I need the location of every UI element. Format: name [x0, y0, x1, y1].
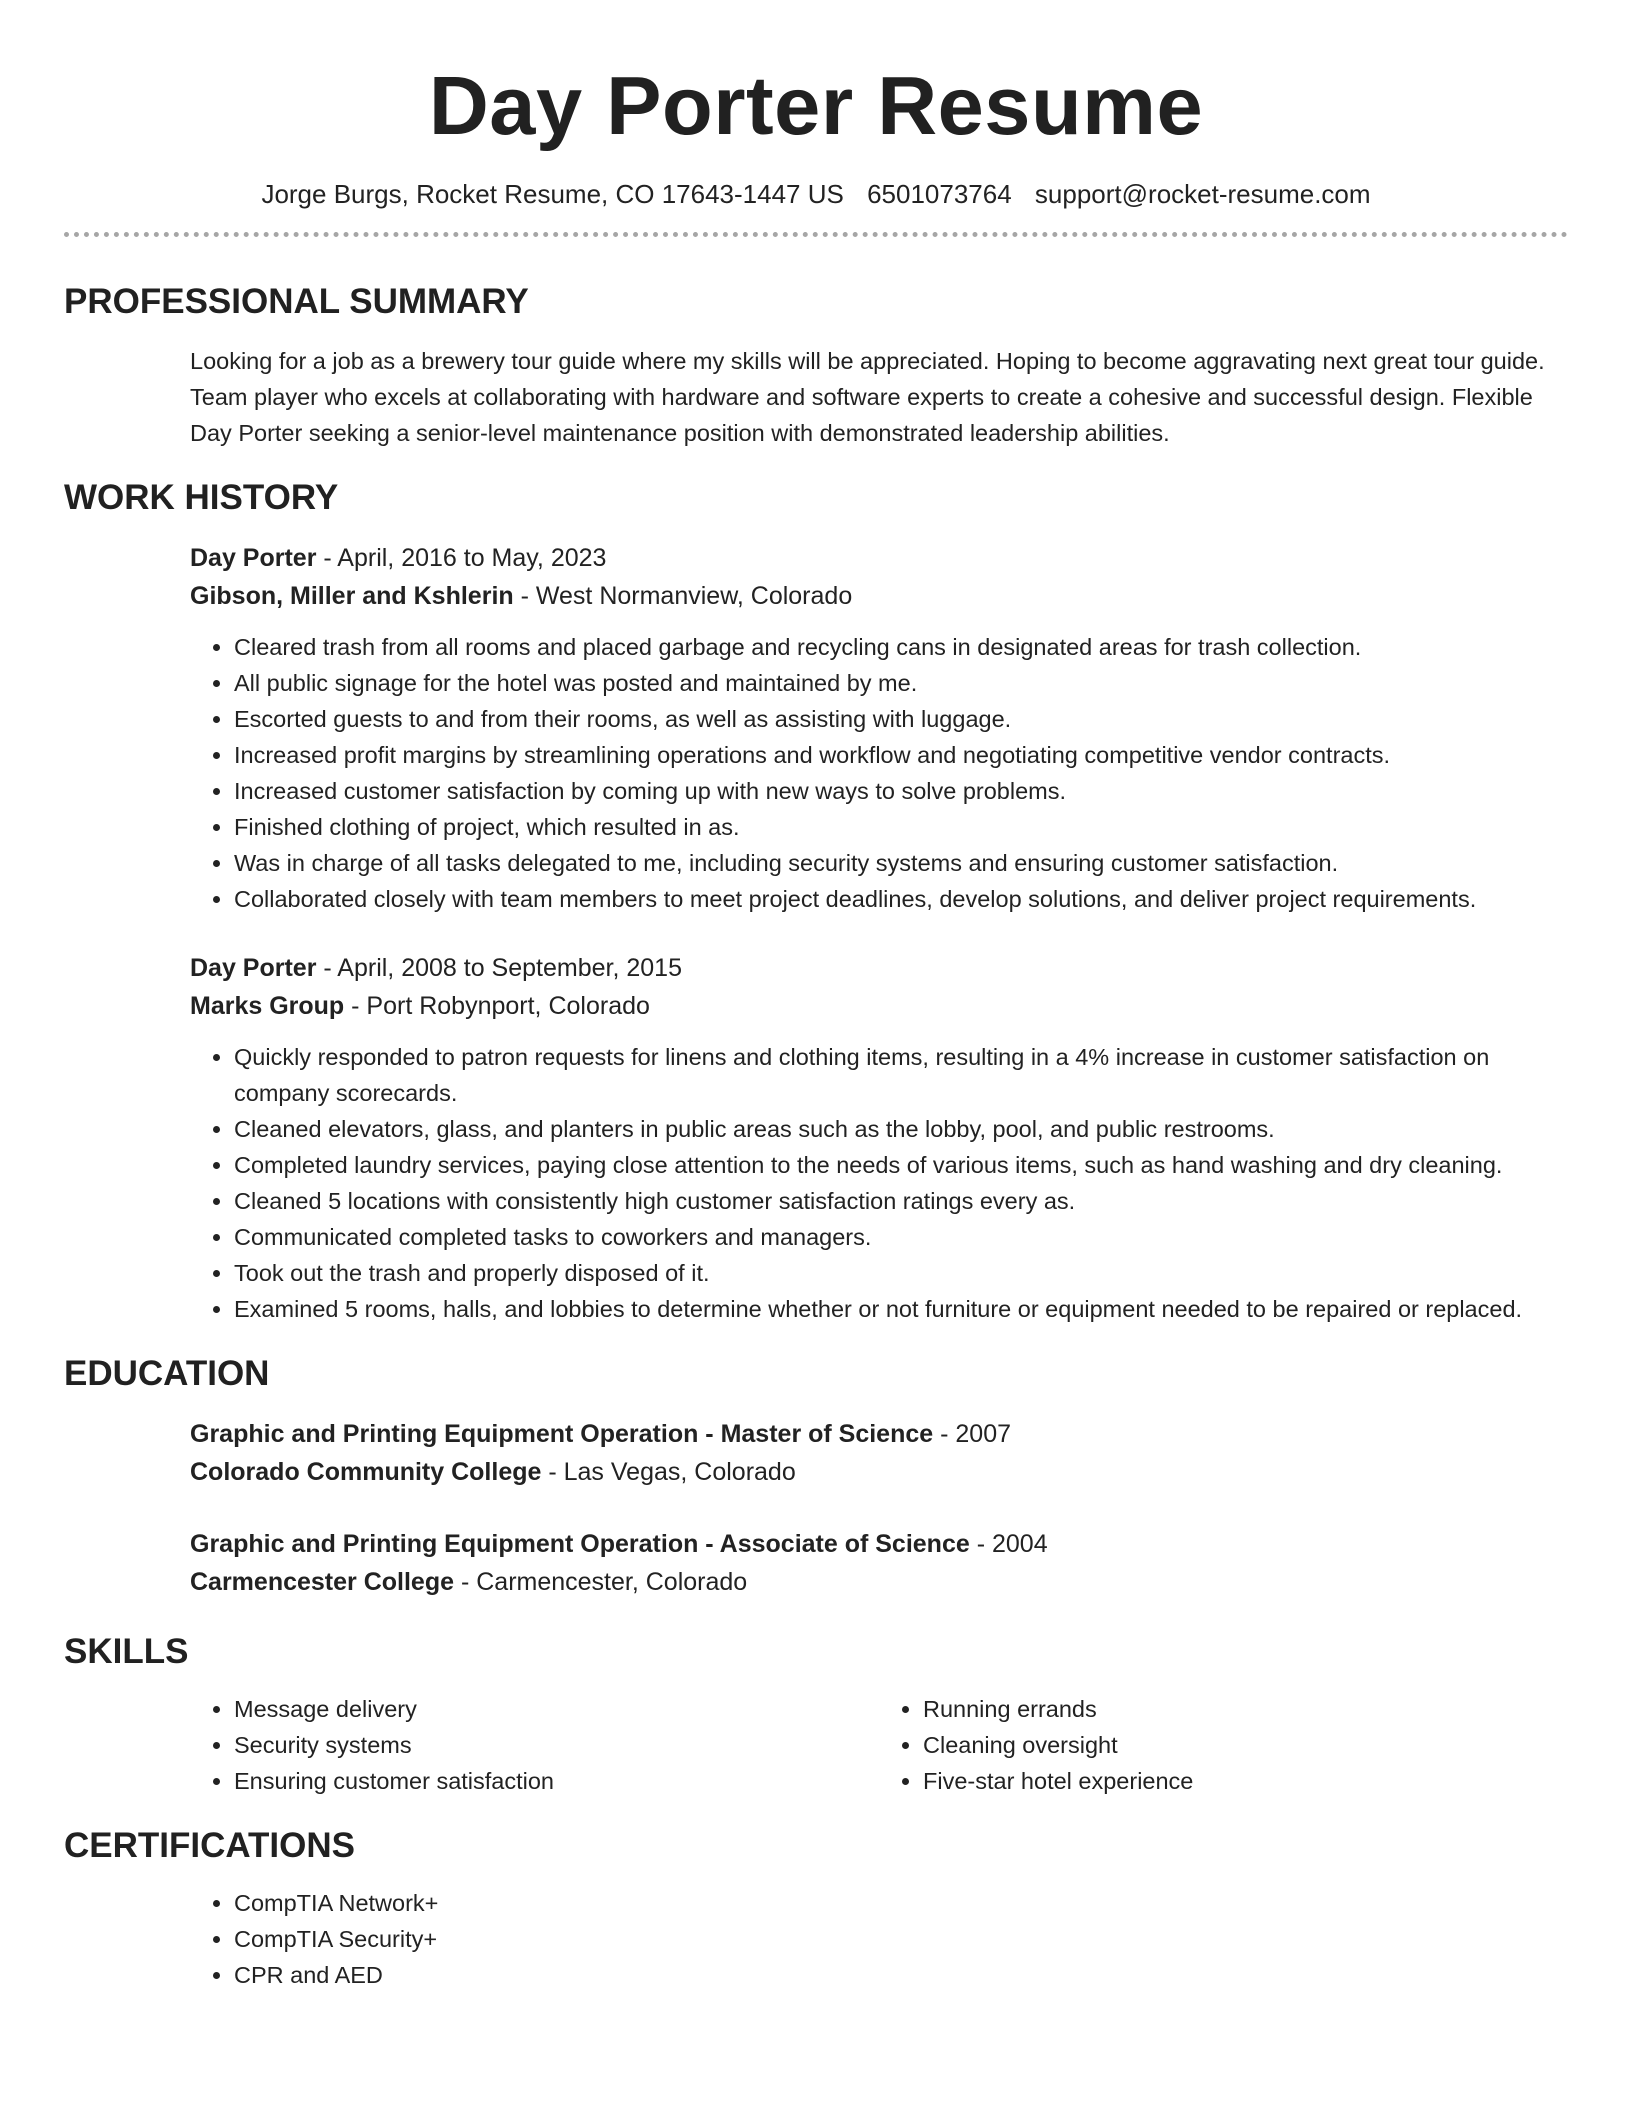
- list-item: • Cleared trash from all rooms and placed garbage and recycling cans in designated areas for trash collection.: [234, 629, 1568, 665]
- degree-line: [190, 1415, 1568, 1453]
- skills-list-right: [879, 1691, 1568, 1799]
- school-location: - Carmencester, Colorado: [454, 1568, 748, 1596]
- degree-line: [190, 1525, 1568, 1563]
- education-entry: [190, 1415, 1568, 1491]
- school-name: Colorado Community College: [190, 1458, 542, 1486]
- job-company-line: [190, 577, 1568, 615]
- list-item: • CompTIA Security+: [234, 1921, 1568, 1957]
- certifications-list: [190, 1885, 1568, 1993]
- list-item: • Completed laundry services, paying close attention to the needs of various items, such as hand washing and dry cleaning.: [234, 1147, 1568, 1183]
- degree-name: Graphic and Printing Equipment Operation - Master of Science: [190, 1420, 934, 1448]
- job-title: Day Porter: [190, 544, 317, 572]
- job-duties-list: [190, 629, 1568, 917]
- list-item: • Was in charge of all tasks delegated to me, including security systems and ensuring customer satisfaction.: [234, 845, 1568, 881]
- job-entry: [190, 539, 1568, 917]
- list-item: • Cleaned elevators, glass, and planters in public areas such as the lobby, pool, and public restrooms.: [234, 1111, 1568, 1147]
- list-item: • CompTIA Network+: [234, 1885, 1568, 1921]
- list-item: • CPR and AED: [234, 1957, 1568, 1993]
- list-item: • Escorted guests to and from their rooms, as well as assisting with luggage.: [234, 701, 1568, 737]
- school-name: Carmencester College: [190, 1568, 455, 1596]
- job-dates: - April, 2008 to September, 2015: [316, 954, 682, 982]
- list-item: • Cleaned 5 locations with consistently high customer satisfaction ratings every as.: [234, 1183, 1568, 1219]
- job-duties-list: [190, 1039, 1568, 1327]
- list-item: • Examined 5 rooms, halls, and lobbies to determine whether or not furniture or equipment needed to be repaired or replaced.: [234, 1291, 1568, 1327]
- list-item: • Increased customer satisfaction by coming up with new ways to solve problems.: [234, 773, 1568, 809]
- summary-text: Looking for a job as a brewery tour guide where my skills will be appreciated. Hoping to become aggravating next great tour guide. Team player who excels at collaborating with hardware and software experts to create a cohesive and successful design. Flexible Day Porter seeking a senior-level maintenance position with demonstrated leadership abilities.: [190, 348, 1545, 446]
- job-title-line: [190, 949, 1568, 987]
- list-item: • All public signage for the hotel was posted and maintained by me.: [234, 665, 1568, 701]
- skills-list-left: [190, 1691, 879, 1799]
- list-item: • Message delivery: [234, 1691, 879, 1727]
- job-location: - Port Robynport, Colorado: [344, 992, 650, 1020]
- school-location: - Las Vegas, Colorado: [541, 1458, 796, 1486]
- job-company-line: [190, 987, 1568, 1025]
- summary-heading: PROFESSIONAL SUMMARY: [64, 282, 529, 321]
- list-item: • Finished clothing of project, which resulted in as.: [234, 809, 1568, 845]
- skills-heading: SKILLS: [64, 1632, 189, 1671]
- list-item: • Security systems: [234, 1727, 879, 1763]
- resume-title: Day Porter Resume: [428, 59, 1204, 152]
- school-line: [190, 1563, 1568, 1601]
- list-item: • Increased profit margins by streamlining operations and workflow and negotiating competitive vendor contracts.: [234, 737, 1568, 773]
- education-section: [64, 1353, 1568, 1601]
- header-divider: [64, 232, 1568, 237]
- skills-grid: [190, 1691, 1568, 1799]
- degree-year: - 2004: [969, 1530, 1048, 1558]
- job-title: Day Porter: [190, 954, 317, 982]
- education-entry: [190, 1525, 1568, 1601]
- school-line: [190, 1453, 1568, 1491]
- contact-phone: 6501073764: [867, 179, 1012, 209]
- certifications-heading: CERTIFICATIONS: [64, 1826, 356, 1865]
- job-entry: [190, 949, 1568, 1327]
- list-item: • Ensuring customer satisfaction: [234, 1763, 879, 1799]
- list-item: • Communicated completed tasks to coworkers and managers.: [234, 1219, 1568, 1255]
- skills-section: [64, 1631, 1568, 1799]
- list-item: • Five-star hotel experience: [923, 1763, 1568, 1799]
- certifications-section: [64, 1825, 1568, 1993]
- job-company: Gibson, Miller and Kshlerin: [190, 582, 514, 610]
- job-company: Marks Group: [190, 992, 345, 1020]
- list-item: • Took out the trash and properly disposed of it.: [234, 1255, 1568, 1291]
- education-heading: EDUCATION: [64, 1354, 270, 1393]
- list-item: • Collaborated closely with team members to meet project deadlines, develop solutions, and deliver project requirements.: [234, 881, 1568, 917]
- work-history-heading: WORK HISTORY: [64, 478, 339, 517]
- degree-year: - 2007: [933, 1420, 1012, 1448]
- job-title-line: [190, 539, 1568, 577]
- job-location: - West Normanview, Colorado: [513, 582, 853, 610]
- list-item: • Cleaning oversight: [923, 1727, 1568, 1763]
- work-history-section: [64, 477, 1568, 1327]
- job-dates: - April, 2016 to May, 2023: [316, 544, 607, 572]
- contact-line: [64, 178, 1568, 210]
- list-item: • Running errands: [923, 1691, 1568, 1727]
- degree-name: Graphic and Printing Equipment Operation - Associate of Science: [190, 1530, 970, 1558]
- list-item: • Quickly responded to patron requests for linens and clothing items, resulting in a 4% increase in customer satisfaction on company scorecards.: [234, 1039, 1568, 1111]
- summary-section: [64, 281, 1568, 451]
- contact-address: Jorge Burgs, Rocket Resume, CO 17643-1447 US: [261, 179, 844, 209]
- contact-email: support@rocket-resume.com: [1034, 179, 1371, 209]
